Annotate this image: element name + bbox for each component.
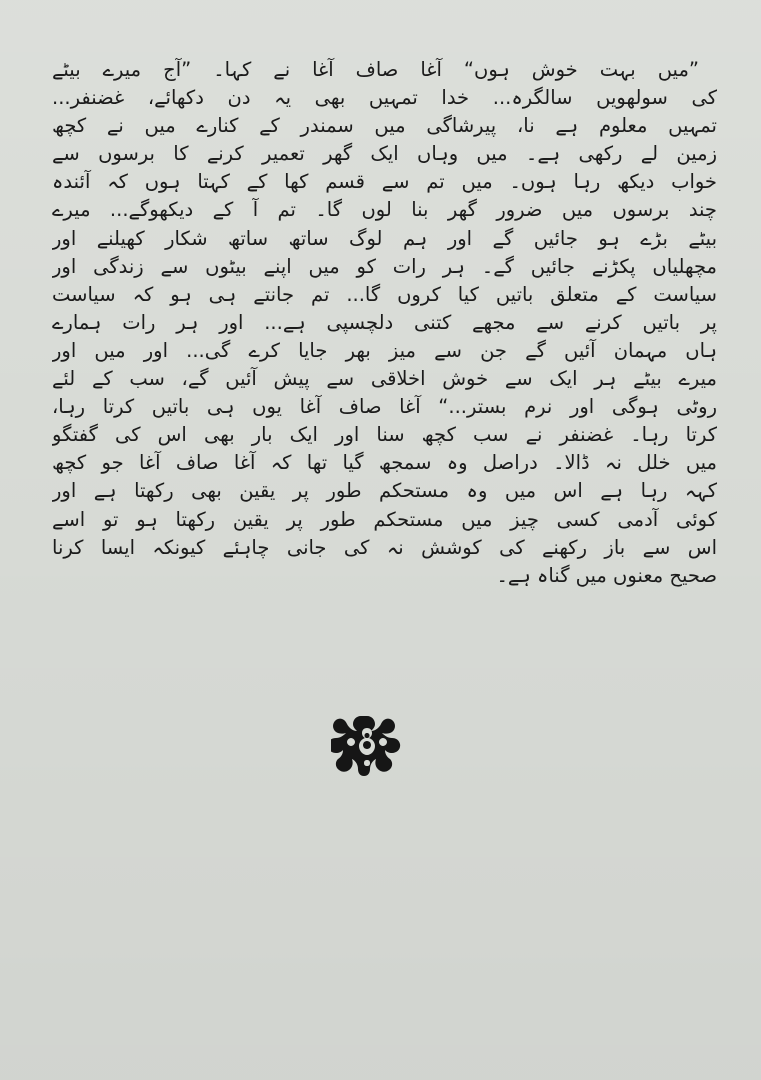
floral-ornament-icon [331, 712, 403, 778]
paragraph-line-10: پر باتیں کرنے سے مجھے کتنی دلچسپی ہے... اور ہر رات ہمارے [52, 310, 717, 334]
paragraph-line-17: کوئی آدمی کسی چیز میں مستحکم طور پر یقین رکھتا ہو تو اسے [52, 507, 717, 531]
paragraph-line-4: زمین لے رکھی ہے۔ میں وہاں ایک گھر تعمیر کرنے کا برسوں سے [52, 142, 717, 166]
paragraph-line-6: چند برسوں میں ضرور گھر بنا لوں گا۔ تم آ کے دیکھوگے... میرے [52, 198, 717, 222]
paragraph-line-5: خواب دیکھ رہا ہوں۔ میں تم سے قسم کھا کے کہتا ہوں کہ آئندہ [52, 170, 717, 194]
paragraph-line-12: میرے بیٹے ہر ایک سے خوش اخلاقی سے پیش آئیں گے، سب کے لئے [52, 367, 717, 391]
paragraph-line-15: میں خلل نہ ڈالا۔ دراصل وہ سمجھ گیا تھا کہ آغا صاف آغا جو کچھ [52, 451, 717, 475]
urdu-paragraph [52, 56, 717, 590]
paragraph-line-7: بیٹے بڑے ہو جائیں گے اور ہم لوگ ساتھ ساتھ شکار کھیلنے اور [52, 226, 717, 250]
paragraph-line-18: اس سے باز رکھنے کی کوشش نہ کی جانی چاہئے کیونکہ ایسا کرنا [52, 535, 717, 559]
paragraph-line-3: تمہیں معلوم ہے نا، پیرشاگی میں سمندر کے کنارے میں نے کچھ [52, 114, 717, 138]
paragraph-line-1: ”میں بہت خوش ہوں“ آغا صاف آغا نے کہا۔ ”آج میرے بیٹے [52, 58, 699, 81]
paragraph-line-2: کی سولھویں سالگرہ... خدا تمہیں بھی یہ دن دکھائے، غضنفر... [52, 86, 717, 110]
paragraph-line-13: روٹی ہوگی اور نرم بستر...“ آغا صاف آغا یوں ہی باتیں کرتا رہا، [52, 395, 717, 419]
paragraph-line-14: کرتا رہا۔ غضنفر نے سب کچھ سنا اور ایک بار بھی اس کی گفتگو [52, 423, 717, 447]
paragraph-line-9: سیاست کے متعلق باتیں کیا کروں گا... تم جانتے ہی ہو کہ سیاست [52, 282, 717, 306]
paragraph-line-19: صحیح معنوں میں گناہ ہے۔ [496, 563, 717, 587]
paragraph-line-11: ہاں مہمان آئیں گے جن سے میز بھر جایا کرے گی... اور میں اور [52, 338, 717, 362]
paragraph-line-16: کہہ رہا ہے اس میں وہ مستحکم طور پر یقین بھی رکھتا ہے اور [52, 479, 717, 503]
paragraph-line-8: مچھلیاں پکڑنے جائیں گے۔ ہر رات کو میں اپنے بیٹوں سے زندگی اور [52, 254, 717, 278]
